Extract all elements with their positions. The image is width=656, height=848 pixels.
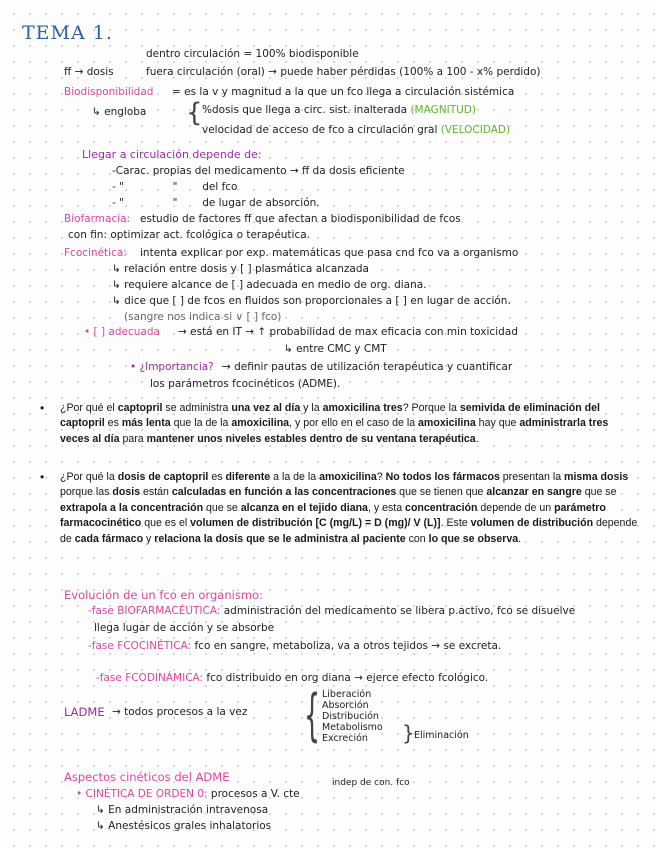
text: es — [104, 417, 122, 430]
biodisponibilidad-def: = es la v y magnitud a la que un fco llega a circulación sistémica — [172, 86, 515, 98]
importancia-line-2: los parámetros fcocinéticos (ADME). — [150, 378, 341, 390]
text: y — [143, 532, 155, 545]
ladme-term: LADME — [64, 705, 105, 719]
text: es — [208, 471, 226, 483]
farmacocinetica-line-1: intenta explicar por exp. matemáticas que pasa cnd fco va a organismo — [140, 247, 519, 259]
text: ¿Por qué la — [60, 471, 118, 483]
bullet-dot: • — [40, 470, 45, 484]
biodisponibilidad-term: Biodisponibilidad — [64, 86, 154, 98]
fase-farmacodinamica — [96, 672, 488, 685]
llegar-line-2 — [112, 181, 237, 194]
text: que se — [581, 486, 617, 499]
fase-biofarmaceutica-def: administración del medicamento se libera p.activo, fco se disuelve — [223, 605, 576, 617]
fase-farmacocinetica-term: -fase FCOCINÉTICA: — [88, 640, 192, 652]
orden0-def: procesos a V. cte — [210, 788, 300, 800]
bold-text: alcanzar en sangre — [486, 486, 582, 499]
fase-biofarmaceutica-term: -fase BIOFARMACÉUTICA: — [88, 605, 221, 617]
fase-farmacodinamica-term: -fase FCODINÁMICA: — [96, 672, 204, 684]
text: , y esta — [367, 501, 406, 514]
bold-text: relaciona la dosis que se le administra al paciente — [154, 532, 406, 545]
ladme-def: → todos procesos a la vez — [112, 706, 248, 718]
ditto-mark: - " — [112, 197, 124, 209]
bold-text: No todos los fármacos — [385, 471, 500, 483]
text: están — [140, 486, 172, 499]
engloba-item1-text: %dosis que llega a circ. sist. inalterada — [202, 104, 408, 116]
bold-text: amoxicilina tres — [322, 402, 403, 414]
bullet-captopril-frequency — [40, 401, 640, 447]
ladme-item: Excreción — [322, 733, 368, 744]
farmacocinetica-line-2: ↳ relación entre dosis y [ ] plasmática alcanzada — [112, 263, 369, 275]
ditto-mark: " — [172, 197, 178, 209]
text: se administra — [162, 402, 232, 414]
text: porque las — [60, 486, 113, 499]
bold-text: lo que se observa — [428, 532, 519, 545]
text: . — [475, 432, 479, 445]
ladme-item: Liberación — [322, 689, 372, 700]
orden0-line-3: ↳ Anestésicos grales inhalatorios — [96, 820, 272, 832]
llegar-line-1: -Carac. propias del medicamento → ff da dosis eficiente — [112, 165, 405, 177]
bold-text: cada fármaco — [74, 532, 144, 545]
fase-farmacodinamica-def: fco distribuido en org diana → ejerce efecto fcológico. — [206, 672, 489, 684]
farmacocinetica-note: (sangre nos indica si ∨ [ ] fco) — [124, 311, 282, 323]
text: , y por ello en el caso de la — [289, 417, 419, 430]
engloba-item2-text: velocidad de acceso de fco a circulación gral — [202, 124, 438, 136]
ladme-item: Absorción — [322, 700, 369, 711]
text: hay que — [475, 417, 520, 430]
text: . — [518, 532, 522, 545]
text: a la de la — [270, 471, 320, 483]
text: que es el — [141, 517, 191, 530]
biofarmacia-line-2: con fin: optimizar act. fcológica o terapéutica. — [68, 229, 311, 241]
bold-text: volumen de distribución — [470, 517, 594, 530]
bold-text: amoxicilina — [231, 417, 290, 430]
bold-text: amoxicilina — [418, 417, 476, 430]
text: para — [119, 432, 147, 445]
orden0-note: indep de con. fco — [332, 778, 410, 788]
cineticos-heading: Aspectos cinéticos del ADME — [64, 770, 230, 784]
bold-text: misma dosis — [564, 471, 629, 483]
text: ? — [376, 471, 386, 483]
magnitud-tag: (MAGNITUD) — [410, 104, 476, 116]
fase-biofarmaceutica — [88, 605, 575, 618]
farmacocinetica-line-4: ↳ dice que [ ] de fcos en fluidos son proporcionales a [ ] en lugar de acción. — [112, 295, 511, 307]
bold-text: concentración — [405, 501, 478, 514]
evolucion-heading: Evolución de un fco en organismo: — [64, 588, 263, 602]
engloba-brace: { — [186, 98, 203, 128]
biodisponibilidad-engloba: ↳ engloba — [92, 106, 147, 118]
llegar-line-2-text: del fco — [202, 181, 238, 193]
text: ? Porque la — [402, 402, 460, 414]
bold-text: extrapola a la concentración — [60, 501, 204, 514]
bold-text: amoxicilina — [319, 471, 377, 483]
bold-text: alcanza en el tejido diana — [240, 501, 368, 514]
bold-text: semivida de eliminación del captopril — [60, 402, 600, 430]
bold-text: calculadas en función a las concentraciones — [171, 486, 397, 499]
page-title: TEMA 1. — [22, 22, 113, 44]
text: y la — [300, 402, 323, 414]
bullet-paragraph — [60, 401, 640, 447]
bold-text: una vez al día — [231, 402, 301, 414]
ladme-brace: { — [304, 683, 321, 748]
ff-branch-dentro: dentro circulación = 100% biodisponible — [146, 48, 359, 60]
ditto-mark: - " — [112, 181, 124, 193]
bold-text: parámetro farmacocinético — [60, 501, 606, 530]
farmacocinetica-line-3: ↳ requiere alcance de [ ] adecuada en medio de org. diana. — [112, 279, 427, 291]
concentracion-adecuada-term: • [ ] adecuada — [84, 326, 160, 338]
velocidad-tag: (VELOCIDAD) — [440, 124, 511, 136]
bold-text: mantener unos niveles estables dentro de su ventana terapéutica — [146, 432, 476, 445]
farmacocinetica-term: Fcocinética: — [64, 247, 127, 259]
bullet-paragraph — [60, 470, 640, 547]
orden0-line — [76, 788, 300, 801]
llegar-line-3 — [112, 197, 320, 210]
bold-text: administrarla tres veces al día — [60, 417, 609, 445]
text: depende de un — [477, 501, 555, 514]
ditto-mark: " — [172, 181, 178, 193]
ladme-item: Distribución — [322, 711, 379, 722]
biofarmacia-term: Biofarmacia: — [64, 213, 131, 225]
ff-root: ff → dosis — [64, 66, 114, 78]
text: que se tienen que — [396, 486, 487, 499]
text: que se — [203, 501, 241, 514]
bullet-dot: • — [40, 401, 45, 415]
ladme-list — [322, 689, 383, 744]
text: con — [405, 532, 429, 545]
text: que la de la — [170, 417, 232, 430]
ff-branch-fuera: fuera circulación (oral) → puede haber pérdidas (100% a 100 - x% perdido) — [146, 66, 541, 78]
bold-text: dosis — [112, 486, 141, 499]
biofarmacia-line-1: estudio de factores ff que afectan a biodisponibilidad de fcos — [140, 213, 461, 225]
ladme-item: Metabolismo — [322, 722, 383, 733]
fase-farmacocinetica-def: fco en sangre, metaboliza, va a otros tejidos → se excreta. — [194, 640, 502, 652]
bold-text: dosis de captopril — [117, 471, 209, 483]
eliminacion-brace: } — [402, 721, 415, 745]
bold-text: [C (mg/L) = D (mg)/ V (L)] — [315, 517, 441, 530]
text: . Este — [440, 517, 471, 530]
ladme-eliminacion: Eliminación — [414, 730, 469, 741]
bold-text: captopril — [117, 402, 163, 414]
text: ¿Por qué el — [60, 402, 118, 414]
fase-farmacocinetica — [88, 640, 501, 653]
bold-text: volumen de distribución — [190, 517, 313, 530]
bullet-captopril-dose — [40, 470, 640, 547]
orden0-line-2: ↳ En administración intravenosa — [96, 804, 269, 816]
llegar-heading: Llegar a circulación depende de: — [82, 148, 262, 161]
bold-text: más lenta — [121, 417, 171, 430]
llegar-line-3-text: de lugar de absorción. — [202, 197, 320, 209]
importancia-term: • ¿Importancia? — [130, 361, 214, 373]
fase-biofarmaceutica-line-2: llega lugar de acción y se absorbe — [94, 622, 275, 634]
engloba-item1 — [202, 104, 476, 117]
concentracion-adecuada-def: → está en IT → ↑ probabilidad de max eficacia con min toxicidad — [178, 326, 518, 338]
concentracion-adecuada-line-2: ↳ entre CMC y CMT — [284, 343, 387, 355]
engloba-item2 — [202, 124, 510, 137]
orden0-term: • CINÉTICA DE ORDEN 0: — [76, 788, 208, 800]
importancia-def: → definir pautas de utilización terapéutica y cuantificar — [222, 361, 513, 373]
text: depende de — [60, 517, 638, 545]
text: presentan la — [499, 471, 565, 483]
bold-text: diferente — [225, 471, 271, 483]
